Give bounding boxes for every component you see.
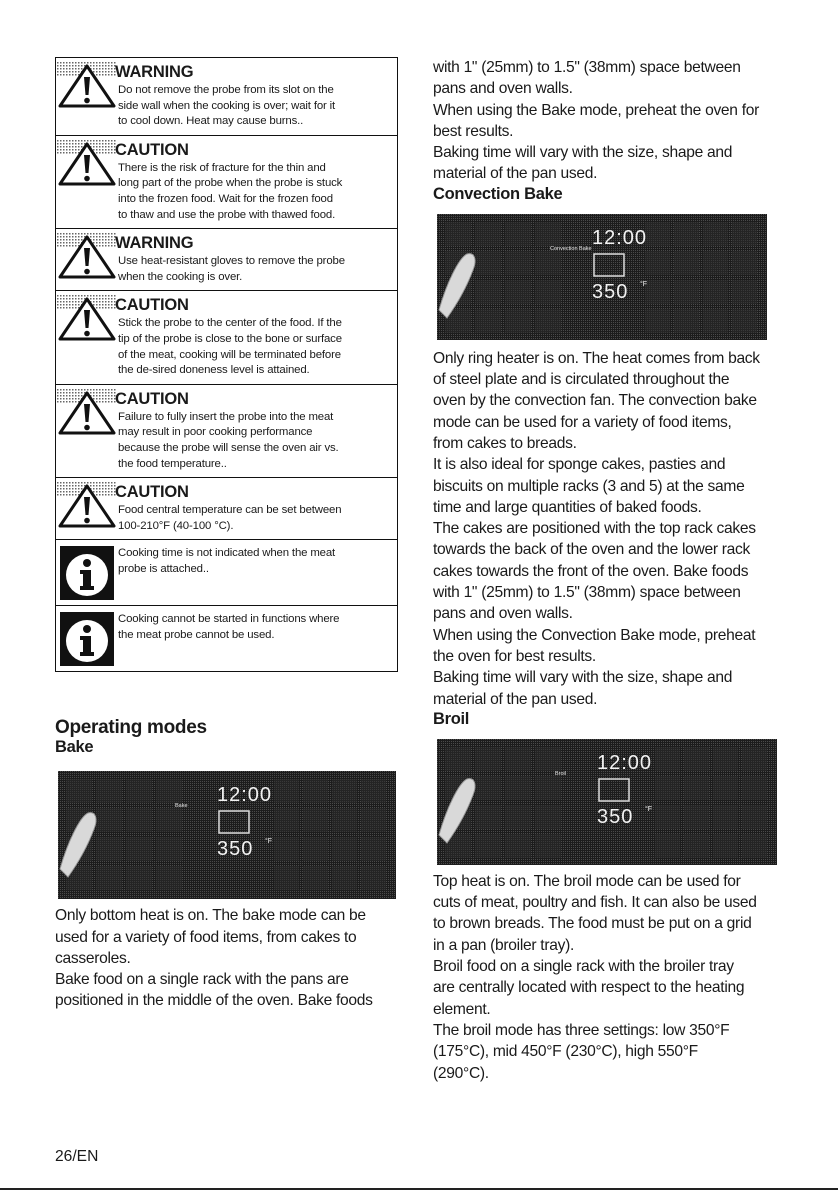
notice-body: [118, 546, 394, 600]
notice-line: Food central temperature can be set between: [118, 504, 342, 517]
caution-notice: [56, 385, 397, 478]
panel-key: [655, 776, 680, 800]
caution-notice: [56, 291, 397, 384]
notice-body: [115, 62, 394, 130]
panel-key: [361, 866, 386, 890]
panel-mode-label: Bake: [175, 803, 188, 810]
broil-control-panel: [437, 739, 785, 865]
panel-key: [535, 309, 561, 333]
notice-icon-cell: [56, 612, 118, 666]
caution-notice: [56, 478, 397, 540]
panel-temperature: 350: [217, 838, 254, 861]
panel-key: [645, 251, 670, 275]
notice-icon-cell: [56, 482, 118, 534]
notice-line: tip of the probe is close to the bone or surface: [118, 332, 342, 345]
panel-key: [274, 866, 299, 890]
panel-key: [655, 834, 680, 858]
panel-key: [703, 309, 728, 333]
panel-temperature: 350: [597, 805, 634, 828]
notice-line: Failure to fully insert the probe into the meat: [118, 410, 334, 423]
panel-temperature-unit: °F: [265, 838, 273, 846]
panel-key: [655, 805, 680, 829]
text-line: of steel plate and is circulated throughout the: [433, 371, 730, 389]
notice-line: side wall when the cooking is over; wait for it: [118, 99, 336, 112]
text-line: casseroles.: [55, 949, 131, 967]
warning-triangle-icon: [57, 482, 117, 528]
panel-key: [332, 866, 357, 890]
panel-key: [535, 251, 561, 275]
panel-key: [684, 747, 709, 771]
panel-key: [742, 805, 767, 829]
panel-key: [505, 776, 531, 800]
panel-key: [655, 747, 680, 771]
panel-key: [96, 837, 122, 861]
panel-key: [742, 834, 767, 858]
notice-title: WARNING: [115, 234, 194, 253]
panel-key: [703, 251, 728, 275]
panel-key: [535, 280, 561, 304]
text-line: used for a variety of food items, from cakes to: [55, 928, 357, 946]
notice-icon-cell: [56, 295, 118, 378]
panel-key: [684, 776, 709, 800]
warning-notice: [56, 229, 397, 291]
text-line: material of the pan used.: [433, 165, 598, 183]
text-line: When using the Convection Bake mode, preheat: [433, 626, 756, 644]
notice-body: [115, 389, 394, 472]
panel-clock: 12:00: [592, 226, 648, 249]
panel-key: [475, 805, 501, 829]
panel-key: [535, 805, 561, 829]
notice-line: Stick the probe to the center of the food. If the: [118, 317, 342, 330]
panel-key: [732, 222, 757, 246]
info-notice: [56, 606, 397, 671]
text-line: pans and oven walls.: [433, 80, 573, 98]
notice-line: Cooking cannot be started in functions where: [118, 613, 340, 626]
notice-line: Cooking time is not indicated when the meat: [118, 547, 336, 560]
info-icon: [60, 612, 114, 666]
notice-title: CAUTION: [115, 389, 189, 408]
warning-triangle-icon: [57, 295, 117, 341]
bake-heading: Bake: [55, 738, 94, 757]
notice-body: [118, 612, 394, 666]
text-line: from cakes to breads.: [433, 434, 577, 452]
text-line: oven by the convection fan. The convection bake: [433, 392, 757, 410]
panel-key: [303, 866, 328, 890]
operating-modes-heading: Operating modes: [55, 717, 207, 739]
panel-key: [535, 834, 561, 858]
notice-title: CAUTION: [115, 140, 189, 159]
panel-key: [535, 776, 561, 800]
notice-body: [115, 295, 394, 378]
panel-key: [303, 779, 328, 803]
panel-key: [535, 222, 561, 246]
panel-key: [332, 837, 357, 861]
panel-key: [742, 747, 767, 771]
notice-body: [115, 140, 394, 223]
safety-notice-box: [55, 57, 398, 672]
text-line: Bake food on a single rack with the pans are: [55, 971, 349, 989]
panel-key: [303, 808, 328, 832]
panel-key: [361, 837, 386, 861]
text-line: Baking time will vary with the size, shape and: [433, 144, 733, 162]
text-line: with 1" (25mm) to 1.5" (38mm) space between: [433, 584, 741, 602]
panel-key: [535, 747, 561, 771]
text-line: Only bottom heat is on. The bake mode can be: [55, 907, 366, 925]
panel-key: [156, 779, 182, 803]
notice-line: because the probe will sense the oven air vs.: [118, 441, 339, 454]
notice-title: WARNING: [115, 63, 194, 81]
panel-key: [475, 222, 501, 246]
notice-line: 100-210°F (40-100 °C).: [118, 519, 234, 532]
panel-key: [126, 837, 152, 861]
warning-triangle-icon: [57, 389, 117, 435]
page-number: 26/EN: [55, 1148, 99, 1165]
panel-key: [674, 222, 699, 246]
panel-key: [156, 837, 182, 861]
text-line: It is also ideal for sponge cakes, pasties and: [433, 456, 726, 474]
panel-key: [732, 251, 757, 275]
panel-key: [156, 808, 182, 832]
panel-clock: 12:00: [217, 784, 273, 807]
panel-key: [505, 805, 531, 829]
text-line: cuts of meat, poultry and fish. It can also be used: [433, 894, 757, 912]
panel-temperature: 350: [592, 280, 629, 303]
panel-key: [674, 251, 699, 275]
panel-key: [126, 866, 152, 890]
broil-heading: Broil: [433, 709, 470, 728]
notice-line: to thaw and use the probe with thawed food.: [118, 208, 336, 221]
panel-temperature-unit: °F: [645, 805, 653, 813]
text-line: The cakes are positioned with the top rack cakes: [433, 520, 756, 538]
notice-icon-cell: [56, 233, 118, 285]
notice-icon-cell: [56, 140, 118, 223]
info-notice: [56, 540, 397, 606]
text-line: (175°C), mid 450°F (230°C), high 550°F: [433, 1043, 698, 1061]
panel-key: [713, 776, 738, 800]
footer-rule: [0, 1188, 838, 1190]
left-column: [55, 57, 398, 1012]
panel-key: [126, 808, 152, 832]
notice-line: long part of the probe when the probe is stuck: [118, 177, 343, 190]
panel-key: [684, 805, 709, 829]
panel-key: [66, 779, 92, 803]
panel-key: [645, 222, 670, 246]
panel-key: [274, 808, 299, 832]
panel-key: [713, 834, 738, 858]
panel-key: [332, 779, 357, 803]
warning-triangle-icon: [57, 62, 117, 108]
notice-title: CAUTION: [115, 483, 189, 502]
text-line: pans and oven walls.: [433, 605, 573, 623]
notice-line: of the meat, cooking will be terminated before: [118, 348, 341, 361]
text-line: material of the pan used.: [433, 690, 598, 708]
panel-key: [475, 280, 501, 304]
panel-key: [96, 779, 122, 803]
text-line: best results.: [433, 122, 514, 140]
panel-key: [126, 779, 152, 803]
panel-key: [645, 309, 670, 333]
text-line: Only ring heater is on. The heat comes from back: [433, 349, 760, 367]
notice-line: into the frozen food. Wait for the frozen food: [118, 192, 333, 205]
caution-notice: [56, 136, 397, 229]
right-column: [433, 57, 785, 1084]
convection-bake-description: [433, 348, 785, 710]
notice-line: Use heat-resistant gloves to remove the probe: [118, 255, 345, 268]
notice-icon-cell: [56, 546, 118, 600]
notice-line: the food temperature..: [118, 457, 227, 470]
panel-key: [674, 280, 699, 304]
panel-mode-label: Broil: [555, 770, 567, 777]
panel-key: [703, 222, 728, 246]
panel-key: [505, 222, 531, 246]
bake-description: [55, 905, 398, 1011]
text-line: (290°C).: [433, 1064, 489, 1082]
text-line: the oven for best results.: [433, 647, 596, 665]
notice-line: may result in poor cooking performance: [118, 426, 313, 439]
info-icon: [60, 546, 114, 600]
text-line: Broil food on a single rack with the broiler tray: [433, 958, 734, 976]
panel-key: [332, 808, 357, 832]
text-line: to brown breads. The food must be put on a grid: [433, 915, 752, 933]
text-line: Baking time will vary with the size, shape and: [433, 669, 733, 687]
notice-line: There is the risk of fracture for the thin and: [118, 161, 326, 174]
text-line: Top heat is on. The broil mode can be used for: [433, 872, 741, 890]
bake-continued-text: [433, 57, 785, 185]
text-line: cakes towards the front of the oven. Bake foods: [433, 562, 749, 580]
panel-key: [703, 280, 728, 304]
panel-key: [475, 309, 501, 333]
panel-mode-label: Convection Bake: [550, 245, 592, 252]
panel-key: [742, 776, 767, 800]
text-line: in a pan (broiler tray).: [433, 936, 575, 954]
panel-key: [475, 776, 501, 800]
panel-key: [732, 309, 757, 333]
text-line: with 1" (25mm) to 1.5" (38mm) space between: [433, 59, 741, 76]
notice-line: the de-sired doneness level is attained.: [118, 364, 310, 377]
panel-temperature-unit: °F: [640, 280, 648, 288]
panel-key: [445, 222, 471, 246]
warning-notice: [56, 58, 397, 136]
notice-line: probe is attached..: [118, 562, 209, 575]
panel-key: [684, 834, 709, 858]
text-line: towards the back of the oven and the lower rack: [433, 541, 751, 559]
panel-key: [505, 280, 531, 304]
bake-control-panel: [58, 771, 398, 899]
text-line: mode can be used for a variety of food items,: [433, 413, 732, 431]
panel-key: [475, 747, 501, 771]
panel-key: [505, 747, 531, 771]
notice-line: the meat probe cannot be used.: [118, 628, 275, 641]
panel-key: [96, 866, 122, 890]
panel-clock: 12:00: [597, 751, 653, 774]
panel-key: [303, 837, 328, 861]
panel-key: [674, 309, 699, 333]
warning-triangle-icon: [57, 233, 117, 279]
panel-key: [475, 251, 501, 275]
panel-key: [732, 280, 757, 304]
text-line: element.: [433, 1000, 491, 1018]
notice-body: [115, 482, 394, 534]
panel-key: [361, 779, 386, 803]
convection-bake-heading: Convection Bake: [433, 184, 563, 203]
panel-key: [505, 251, 531, 275]
broil-description: [433, 871, 785, 1084]
text-line: are centrally located with respect to the heating: [433, 979, 745, 997]
text-line: The broil mode has three settings: low 350°F: [433, 1021, 730, 1039]
panel-key: [505, 834, 531, 858]
notice-icon-cell: [56, 62, 118, 130]
warning-triangle-icon: [57, 140, 117, 186]
panel-key: [156, 866, 182, 890]
text-line: positioned in the middle of the oven. Bake foods: [55, 992, 373, 1010]
notice-line: when the cooking is over.: [118, 270, 243, 283]
notice-line: to cool down. Heat may cause burns..: [118, 115, 304, 128]
panel-key: [274, 779, 299, 803]
panel-key: [505, 309, 531, 333]
notice-icon-cell: [56, 389, 118, 472]
notice-body: [115, 233, 394, 285]
panel-key: [713, 805, 738, 829]
panel-key: [274, 837, 299, 861]
panel-key: [475, 834, 501, 858]
panel-key: [445, 747, 471, 771]
text-line: biscuits on multiple racks (3 and 5) at the same: [433, 477, 745, 495]
notice-line: Do not remove the probe from its slot on the: [118, 84, 334, 96]
convection-bake-control-panel: [437, 214, 785, 340]
text-line: When using the Bake mode, preheat the oven for: [433, 101, 760, 119]
panel-key: [96, 808, 122, 832]
text-line: time and large quantities of baked foods.: [433, 498, 702, 516]
panel-key: [645, 280, 670, 304]
panel-key: [361, 808, 386, 832]
notice-title: CAUTION: [115, 296, 189, 315]
panel-key: [713, 747, 738, 771]
